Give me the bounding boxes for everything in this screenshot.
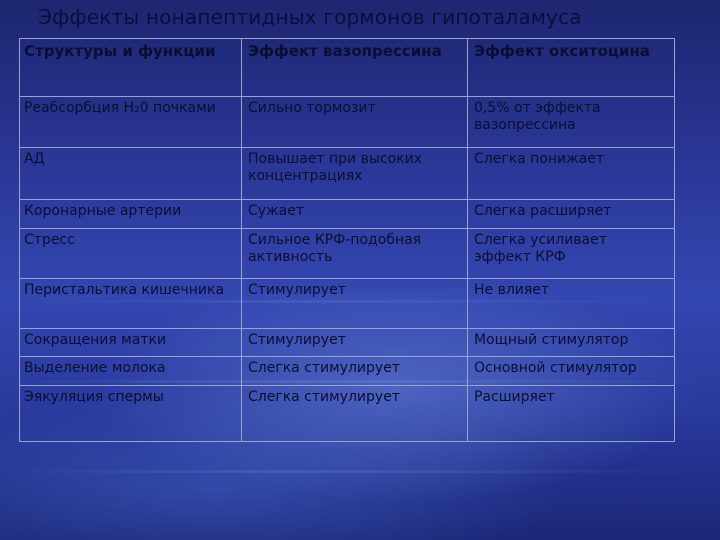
cell-structure: Реабсорбция Н₂0 почками <box>20 97 242 148</box>
cell-vasopressin: Слегка стимулирует <box>242 386 468 442</box>
cell-structure: Эякуляция спермы <box>20 386 242 442</box>
cell-oxytocin: Слегка расширяет <box>468 200 675 229</box>
cell-oxytocin: 0,5% от эффекта вазопрессина <box>468 97 675 148</box>
table-row <box>20 97 675 148</box>
cell-structure: Стресс <box>20 229 242 279</box>
cell-oxytocin: Не влияет <box>468 279 675 329</box>
table-row <box>20 200 675 229</box>
cell-structure: АД <box>20 148 242 200</box>
table-row <box>20 148 675 200</box>
column-header-structures: Структуры и функции <box>20 39 242 97</box>
slide-title: Эффекты нонапептидных гормонов гипоталамуса <box>38 5 582 29</box>
cell-vasopressin: Стимулирует <box>242 329 468 357</box>
cell-structure: Выделение молока <box>20 357 242 386</box>
cell-structure: Сокращения матки <box>20 329 242 357</box>
column-header-vasopressin: Эффект вазопрессина <box>242 39 468 97</box>
cell-vasopressin: Повышает при высоких концентрациях <box>242 148 468 200</box>
cell-oxytocin: Слегка усиливает эффект КРФ <box>468 229 675 279</box>
table-row <box>20 229 675 279</box>
cell-oxytocin: Расширяет <box>468 386 675 442</box>
background-wave <box>0 470 720 473</box>
cell-vasopressin: Сильно тормозит <box>242 97 468 148</box>
cell-vasopressin: Стимулирует <box>242 279 468 329</box>
column-header-oxytocin: Эффект окситоцина <box>468 39 675 97</box>
hormone-effects-table <box>19 38 675 442</box>
cell-oxytocin: Мощный стимулятор <box>468 329 675 357</box>
table-row <box>20 329 675 357</box>
cell-vasopressin: Сужает <box>242 200 468 229</box>
cell-vasopressin: Сильное КРФ-подобная активность <box>242 229 468 279</box>
cell-vasopressin: Слегка стимулирует <box>242 357 468 386</box>
table-row <box>20 386 675 442</box>
cell-structure: Коронарные артерии <box>20 200 242 229</box>
cell-oxytocin: Основной стимулятор <box>468 357 675 386</box>
table-row <box>20 279 675 329</box>
cell-structure: Перистальтика кишечника <box>20 279 242 329</box>
table-header-row <box>20 39 675 97</box>
table-row <box>20 357 675 386</box>
cell-oxytocin: Слегка понижает <box>468 148 675 200</box>
